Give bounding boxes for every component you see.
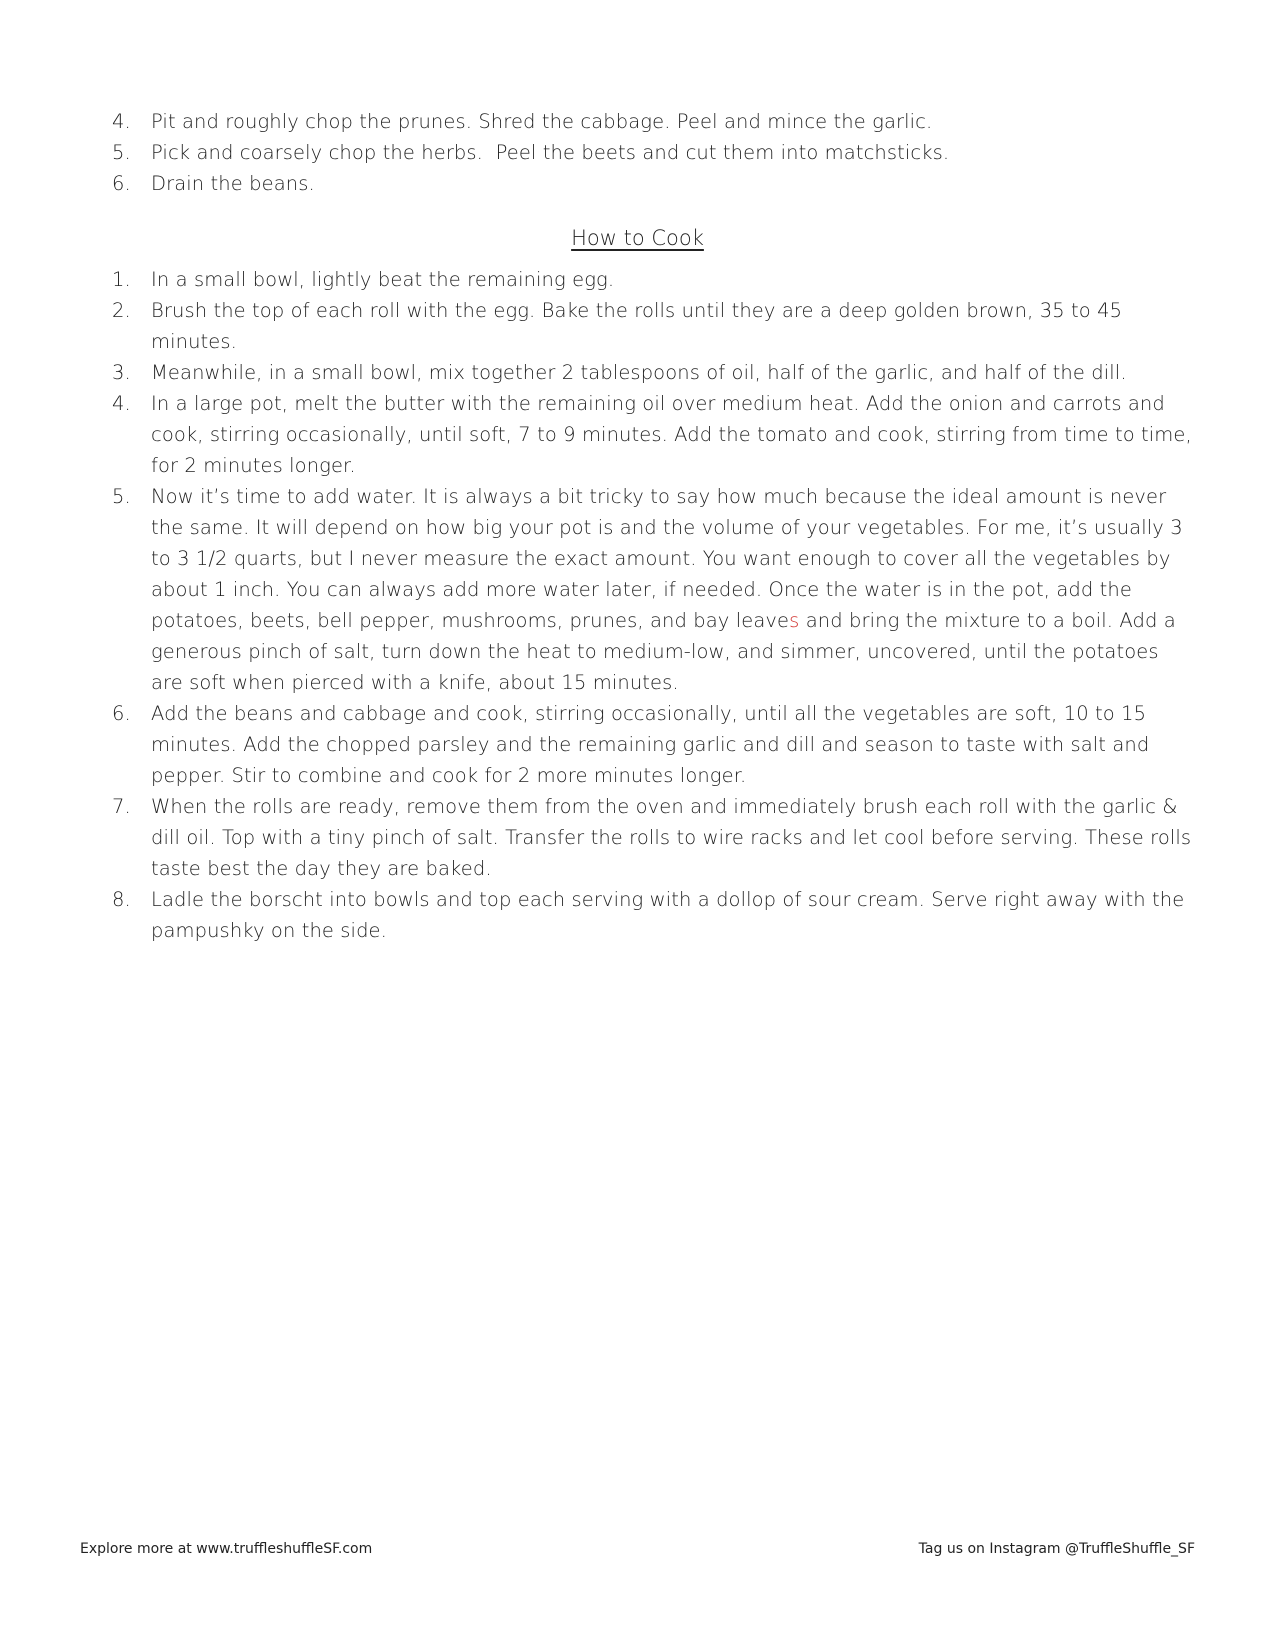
step-number: 6. xyxy=(112,702,131,725)
step-text: Drain the beans. xyxy=(151,172,315,195)
step-number: 4. xyxy=(112,392,131,415)
step-text: Pit and roughly chop the prunes. Shred the cabbage. Peel and mince the garlic. xyxy=(151,110,933,133)
step-number: 3. xyxy=(112,361,131,384)
step-text-part: Now it’s time to add water. It is always a bit tricky to say how much because the ideal amount is never the same. It will depend on how big your pot is and the volume of your vegetables. For me, it’s usually 3 to 3 1/2 quarts, but I never measure the exact amount. You want enough to cover all the vegetables by about 1 inch. You can always add more water later, if needed. Once the water is in the pot, add the potatoes, beets, bell pepper, mushrooms, prunes, and bay leave xyxy=(151,485,1183,632)
list-item xyxy=(112,698,1192,791)
list-item xyxy=(112,137,1192,168)
step-text: Pick and coarsely chop the herbs. Peel the beets and cut them into matchsticks. xyxy=(151,141,950,164)
step-text: In a large pot, melt the butter with the remaining oil over medium heat. Add the onion and carrots and cook, stirring occasionally, until soft, 7 to 9 minutes. Add the tomato and cook, stirring from time to time, for 2 minutes longer. xyxy=(151,392,1192,477)
step-text xyxy=(151,485,1183,694)
highlighted-letter: s xyxy=(789,609,800,632)
list-item xyxy=(112,295,1192,357)
footer-instagram: Tag us on Instagram @TruffleShuffle_SF xyxy=(918,1541,1195,1557)
list-item xyxy=(112,264,1192,295)
step-text: Meanwhile, in a small bowl, mix together 2 tablespoons of oil, half of the garlic, and half of the dill. xyxy=(151,361,1127,384)
step-number: 2. xyxy=(112,299,131,322)
footer-website: Explore more at www.truffleshuffleSF.com xyxy=(80,1541,373,1557)
step-text: In a small bowl, lightly beat the remaining egg. xyxy=(151,268,615,291)
prep-steps-list xyxy=(112,106,1192,199)
step-number: 8. xyxy=(112,888,131,911)
list-item xyxy=(112,791,1192,884)
cook-steps-list xyxy=(112,264,1192,946)
list-item xyxy=(112,388,1192,481)
step-text: Ladle the borscht into bowls and top each serving with a dollop of sour cream. Serve right away with the pampushky on the side. xyxy=(151,888,1185,942)
step-text: When the rolls are ready, remove them from the oven and immediately brush each roll with the garlic & dill oil. Top with a tiny pinch of salt. Transfer the rolls to wire racks and let cool before serving. These rolls taste best the day they are baked. xyxy=(151,795,1192,880)
section-title-how-to-cook: How to Cook xyxy=(571,226,704,250)
list-item xyxy=(112,106,1192,137)
step-number: 5. xyxy=(112,141,131,164)
step-number: 4. xyxy=(112,110,131,133)
step-text: Brush the top of each roll with the egg. Bake the rolls until they are a deep golden brown, 35 to 45 minutes. xyxy=(151,299,1123,353)
list-item xyxy=(112,884,1192,946)
step-number: 1. xyxy=(112,268,131,291)
list-item xyxy=(112,357,1192,388)
step-number: 7. xyxy=(112,795,131,818)
list-item xyxy=(112,481,1192,698)
step-number: 6. xyxy=(112,172,131,195)
step-text: Add the beans and cabbage and cook, stirring occasionally, until all the vegetables are soft, 10 to 15 minutes. Add the chopped parsley and the remaining garlic and dill and season to taste with salt and pepper. Stir to combine and cook for 2 more minutes longer. xyxy=(151,702,1150,787)
step-text-part: and bring the mixture to a boil. Add a generous pinch of salt, turn down the heat to medium-low, and simmer, uncovered, until the potatoes are soft when pierced with a knife, about 15 minutes. xyxy=(151,609,1176,694)
step-number: 5. xyxy=(112,485,131,508)
list-item xyxy=(112,168,1192,199)
